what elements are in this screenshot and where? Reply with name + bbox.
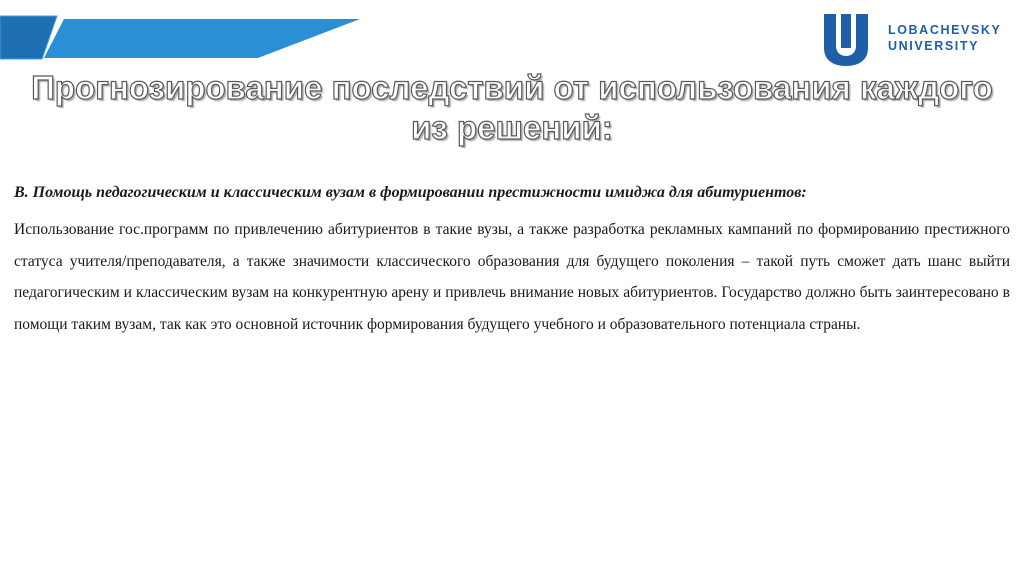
logo-wordmark [888, 22, 1001, 54]
logo-line-2: UNIVERSITY [888, 39, 980, 53]
body-paragraph: Использование гос.программ по привлечению абитуриентов в такие вузы, а также разработка рекламных кампаний по формированию престижного статуса учителя/преподавателя, а также значимости классического образования для будущего поколения – такой путь сможет дать шанс выйти педагогическим и классическим вузам на конкурентную арену и привлечь внимание новых абитуриентов. Государство должно быть заинтересовано в помощи таким вузам, так как это основной источник формирования будущего учебного и образовательного потенциала страны. [14, 221, 1010, 333]
section-subheading: B. Помощь педагогическим и классическим вузам в формировании престижности имиджа для абитуриентов: [14, 184, 807, 201]
page-title [0, 68, 1024, 148]
page-title-line-2: из решений: [411, 109, 613, 146]
page-title-line-1: Прогнозирование последствий от использования каждого [31, 69, 993, 106]
logo-line-1: LOBACHEVSKY [888, 23, 1002, 37]
header-banner [0, 0, 370, 60]
